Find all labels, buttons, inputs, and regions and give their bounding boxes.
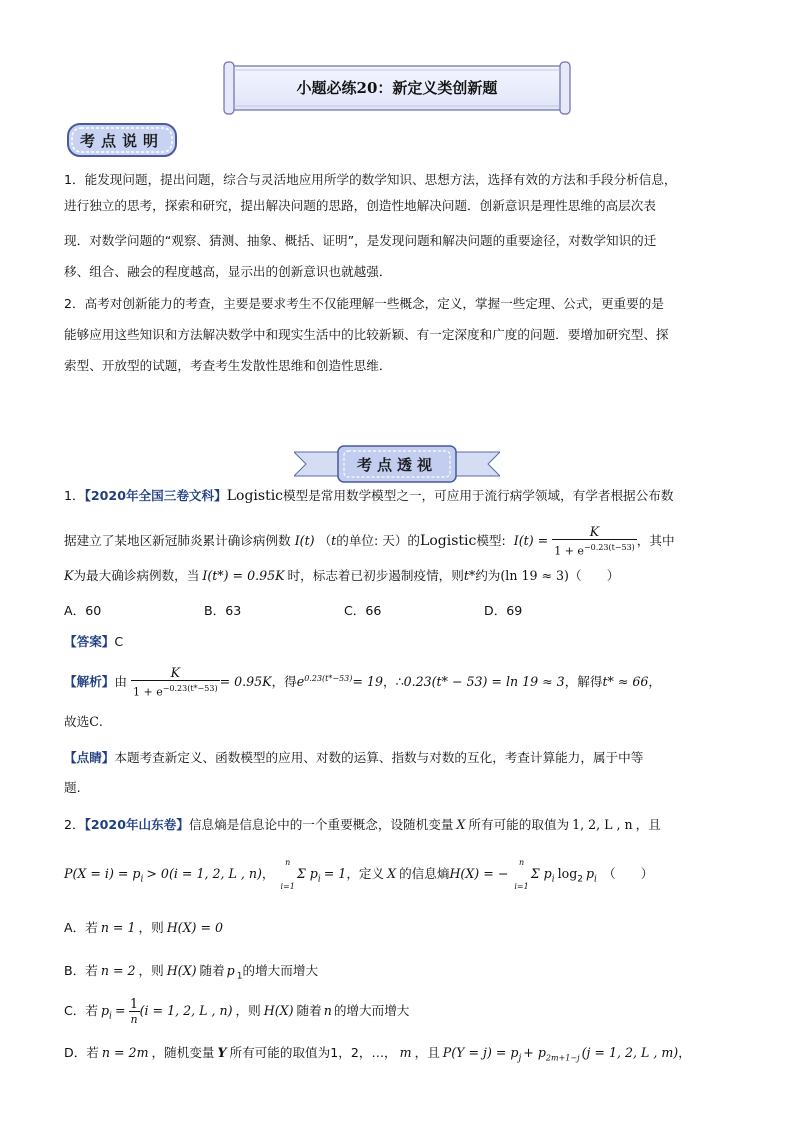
option-text: ，随机变量 [151, 1045, 215, 1060]
intro-p1-line3: 现．对数学问题的“观察、猜测、抽象、概括、证明”，是发现问题和解决问题的重要途径，对数学知识的迁 [64, 233, 657, 248]
fraction-denominator: 1 + e [554, 544, 584, 558]
q2-option-d: D．若 n = 2m ，随机变量 Y 所有可能的取值为1，2，…， m ，且 $P(Y = j) = p_j + p_{2m+1-j}$ (j = 1, 2, L , m)， [64, 1045, 691, 1064]
intro-p1-line1: 1．能发现问题，提出问题，综合与灵活地应用所学的数学知识、思想方法，选择有效的方法和手段分析信息， [64, 172, 677, 187]
option-text: B．若 [64, 963, 98, 978]
option-math: n = 2m [101, 1045, 149, 1060]
q1-text: 为最大确诊病例数，当 [73, 568, 200, 583]
q1-line2 [64, 524, 675, 559]
analysis-fraction [131, 665, 220, 700]
intro-p2-line1: 2．高考对创新能力的考查，主要是要求考生不仅能理解一些概念，定义，掌握一些定理、公式，更重要的是 [64, 296, 664, 311]
sum-top: n [518, 857, 525, 867]
option-math: H(X) = 0 [166, 920, 224, 935]
q1-remark-line2: 题. [64, 780, 81, 795]
q2-source: 【2020年山东卷】 [84, 817, 189, 832]
analysis-exponent: 0.23(t*−53) [304, 674, 353, 683]
option-math: p [226, 963, 235, 978]
analysis-math: e [296, 674, 305, 690]
q1-text: 模型: [476, 532, 506, 548]
q1-text: 据建立了某地区新冠肺炎累计确诊病例数 [64, 532, 291, 548]
fraction-numerator: K [589, 524, 600, 539]
q1-text: ，其中 [636, 532, 675, 548]
fraction-denominator: n [130, 1013, 138, 1026]
analysis-text: ， [648, 674, 662, 690]
intro-p1-line4: 移、组合、融会的程度越高，显示出的创新意识也就越强． [64, 264, 392, 279]
q2-text: 的信息熵 [399, 866, 450, 881]
option-math: + p [523, 1045, 546, 1060]
fraction-numerator: K [170, 665, 180, 681]
q1-option-d: D．69 [484, 603, 523, 618]
sum-bottom: i=1 [514, 881, 529, 891]
q2-math: X [387, 866, 397, 881]
q1-math: K [64, 568, 74, 583]
option-math: n [323, 1003, 332, 1018]
option-math: = [114, 1003, 126, 1018]
q1-logistic: Logistic [420, 532, 477, 549]
analysis-text: ，得 [271, 674, 297, 690]
section-badge-label: 考点说明 [79, 132, 164, 150]
q2-option-a [64, 918, 223, 938]
option-text: ， [678, 1045, 691, 1060]
q2-text: （ ） [602, 866, 654, 881]
q2-option-c: C．若 $p_i$ = $\frac{1}{n}$ (i = 1, 2, L , n) ，则 H(X) 随着 n 的增大而增大 [64, 996, 410, 1026]
q2-option-b: B．若 n = 2 ，则 H(X) 随着 p $_1$的增大而增大 [64, 963, 319, 982]
option-text: ，则 [138, 963, 164, 978]
section-badge-explain [66, 122, 178, 158]
analysis-label: 【解析】 [64, 674, 115, 690]
answer-value: C [114, 634, 124, 649]
q2-line2: $P(X = i) = p_i > 0(i = 1$, 2, L , n)， n i=1 Σ $p_i = 1$，定义 X 的信息熵H(X) = − n i=1 Σ $p_i$ $\log_2 p_i$ （ ） [64, 857, 654, 891]
option-math: p [100, 1003, 110, 1018]
sum-limits [514, 858, 528, 892]
analysis-text: ，解得 [564, 674, 603, 690]
q2-math: > 0(i = 1, 2, L , n) [146, 866, 262, 881]
q2-text: 信息熵是信息论中的一个重要概念，设随机变量 [188, 817, 454, 832]
q1-fraction [552, 524, 637, 559]
option-text: ，则 [235, 1003, 261, 1018]
q1-text: （ [318, 532, 332, 548]
q2-math: Σ p [530, 866, 552, 881]
q1-math: t* [463, 568, 476, 583]
analysis-math: C [89, 714, 99, 729]
q2-math: H(X) = − [449, 866, 509, 881]
option-text: ，则 [138, 920, 164, 935]
sum-bottom: i=1 [280, 881, 295, 891]
q1-line1 [64, 486, 673, 506]
option-text: D．若 [64, 1045, 99, 1060]
q2-math: P(X = i) = p [64, 866, 141, 881]
q1-math: I(t) [294, 532, 315, 548]
remark-label: 【点睛】 [64, 750, 115, 765]
analysis-math: t* ≈ 66 [602, 674, 649, 690]
option-text: 所有可能的取值为1，2，…， [229, 1045, 397, 1060]
q2-text: ， [261, 866, 275, 881]
q1-math: I(t) = [513, 532, 549, 548]
q2-math: Σ p [296, 866, 318, 881]
fraction-exponent: −0.23(t*−53) [162, 684, 218, 694]
fraction-exponent: −0.23(t−53) [583, 543, 635, 552]
answer-label: 【答案】 [64, 634, 115, 649]
q1-number: 1． [64, 488, 85, 503]
option-text: 的增大而增大 [333, 1003, 410, 1018]
q2-text: ，且 [635, 817, 661, 832]
q1-math: I(t*) = 0.95K [202, 568, 285, 583]
q2-math: p [585, 866, 595, 881]
q1-source: 【2020年全国三卷文科】 [84, 488, 227, 503]
option-text: C．若 [64, 1003, 98, 1018]
q1-math: (ln 19 ≈ 3) [500, 568, 569, 583]
option-math: H(X) [166, 963, 197, 978]
q2-number: 2． [64, 817, 85, 832]
q2-text: ，定义 [346, 866, 385, 881]
q1-option-b: B．63 [204, 603, 242, 618]
q1-option-c: C．66 [344, 603, 382, 618]
q1-analysis [64, 662, 661, 700]
analysis-math: = 0.95K [219, 674, 272, 690]
q2-text: 所有可能的取值为 [468, 817, 570, 832]
analysis-math: 0.23(t* − 53) = ln 19 ≈ 3 [403, 674, 565, 690]
q2-math: = 1 [323, 866, 347, 881]
q1-text: 模型是常用数学模型之一，可应用于流行病学领域，有学者根据公布数 [283, 488, 674, 503]
q2-math: log [557, 866, 578, 881]
option-math: n = 2 [100, 963, 136, 978]
analysis-text: ，∴ [382, 674, 404, 690]
option-text: 的增大而增大 [242, 963, 319, 978]
intro-p1-line2: 进行独立的思考，探索和研究，提出解决问题的思路，创造性地解决问题．创新意识是理性思维的高层次表 [64, 198, 656, 213]
q1-option-a: A．60 [64, 603, 102, 618]
sum-top: n [285, 857, 291, 867]
option-math: (j = 1, 2, L , m) [581, 1045, 679, 1060]
q1-text: 时，标志着已初步遏制疫情，则 [287, 568, 464, 583]
intro-p2-line3: 索型、开放型的试题，考查考生发散性思维和创造性思维． [64, 358, 392, 373]
section-badge-label: 考点透视 [356, 456, 437, 474]
option-text: A．若 [64, 920, 98, 935]
analysis-math: = 19 [352, 674, 383, 690]
intro-p2-line2: 能够应用这些知识和方法解决数学中和现实生活中的比较新颖、有一定深度和广度的问题．要增加研究型、探 [64, 327, 669, 342]
q2-math: 1, 2, L , n [572, 817, 633, 832]
sum-limits [281, 858, 295, 892]
q1-remark-line1 [64, 748, 643, 768]
analysis-text: 由 [114, 674, 127, 690]
option-text: 随着 [296, 1003, 322, 1018]
q1-text: （ ） [568, 568, 620, 583]
analysis-text: . [98, 714, 103, 729]
q1-text: 的单位: 天）的 [336, 532, 421, 548]
title-banner [222, 60, 572, 116]
q1-answer [64, 632, 123, 652]
option-math: Y [217, 1045, 227, 1060]
analysis-text: 故选 [64, 714, 90, 729]
option-fraction [129, 996, 140, 1027]
option-math: n = 1 [100, 920, 136, 935]
remark-text: 本题考查新定义、函数模型的应用、对数的运算、指数与对数的互化，考查计算能力，属于中等 [114, 750, 644, 765]
q1-analysis-conclusion [64, 712, 103, 732]
page-title: 小题必练20：新定义类创新题 [296, 79, 498, 97]
section-badge-focus [294, 444, 500, 484]
q1-math: t [331, 532, 337, 548]
option-math: (i = 1, 2, L , n) [139, 1003, 233, 1018]
option-text: 随着 [199, 963, 225, 978]
q2-line1 [64, 815, 661, 835]
option-math: m [399, 1045, 412, 1060]
fraction-numerator: 1 [130, 996, 139, 1011]
q1-text: 约为 [475, 568, 501, 583]
q2-math: X [456, 817, 466, 832]
q1-line3 [64, 566, 619, 586]
q1-logistic: Logistic [226, 488, 284, 504]
fraction-denominator: 1 + e [132, 686, 163, 700]
option-text: ，且 [414, 1045, 440, 1060]
option-math: H(X) [263, 1003, 294, 1018]
option-math: P(Y = j) = p [442, 1045, 519, 1060]
